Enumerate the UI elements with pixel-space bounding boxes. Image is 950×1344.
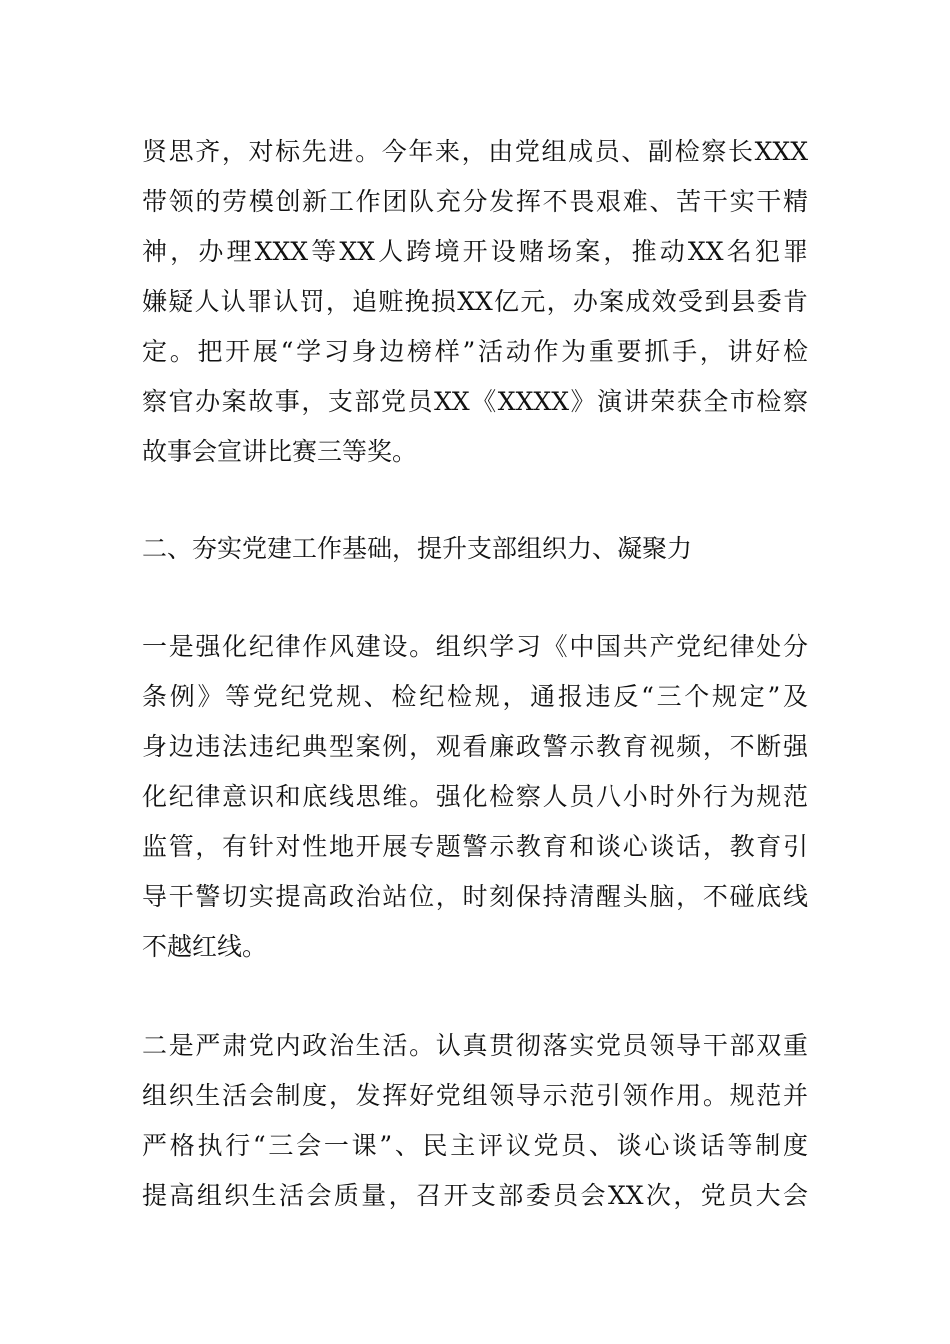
text-line: 带领的劳模创新工作团队充分发挥不畏艰难、苦干实干精: [142, 187, 808, 216]
text-line: 严格执行“三会一课”、民主评议党员、谈心谈话等制度: [142, 1131, 808, 1160]
text-line: 组织生活会制度，发挥好党组领导示范引领作用。规范并: [142, 1081, 808, 1110]
text-line: 提高组织生活会质量，召开支部委员会XX次，党员大会: [142, 1181, 808, 1210]
text-line: 条例》等党纪党规、检纪检规，通报违反“三个规定”及: [142, 682, 808, 711]
text-line: 监管，有针对性地开展专题警示教育和谈心谈话，教育引: [142, 832, 808, 861]
paragraph-discipline: [142, 622, 808, 972]
text-line: 导干警切实提高政治站位，时刻保持清醒头脑，不碰底线: [142, 882, 808, 911]
text-line: 贤思齐，对标先进。今年来，由党组成员、副检察长XXX: [142, 137, 808, 166]
text-line: 二是严肃党内政治生活。认真贯彻落实党员领导干部双重: [142, 1031, 808, 1060]
text-line: 察官办案故事，支部党员XX《XXXX》演讲荣获全市检察: [142, 387, 808, 416]
text-line: 一是强化纪律作风建设。组织学习《中国共产党纪律处分: [142, 632, 808, 661]
text-line: 不越红线。: [142, 932, 268, 961]
text-line: 嫌疑人认罪认罚，追赃挽损XX亿元，办案成效受到县委肯: [142, 287, 808, 316]
paragraph-political-life: [142, 1021, 808, 1221]
text-line: 故事会宣讲比赛三等奖。: [142, 437, 418, 466]
text-line: 神，办理XXX等XX人跨境开设赌场案，推动XX名犯罪: [142, 237, 808, 266]
paragraph-body-1: [142, 127, 808, 477]
text-line: 化纪律意识和底线思维。强化检察人员八小时外行为规范: [142, 782, 808, 811]
section-heading: [142, 524, 808, 574]
text-line: 定。把开展“学习身边榜样”活动作为重要抓手，讲好检: [142, 337, 808, 366]
text-line: 身边违法违纪典型案例，观看廉政警示教育视频，不断强: [142, 732, 808, 761]
heading-line: 二、夯实党建工作基础，提升支部组织力、凝聚力: [142, 534, 693, 563]
